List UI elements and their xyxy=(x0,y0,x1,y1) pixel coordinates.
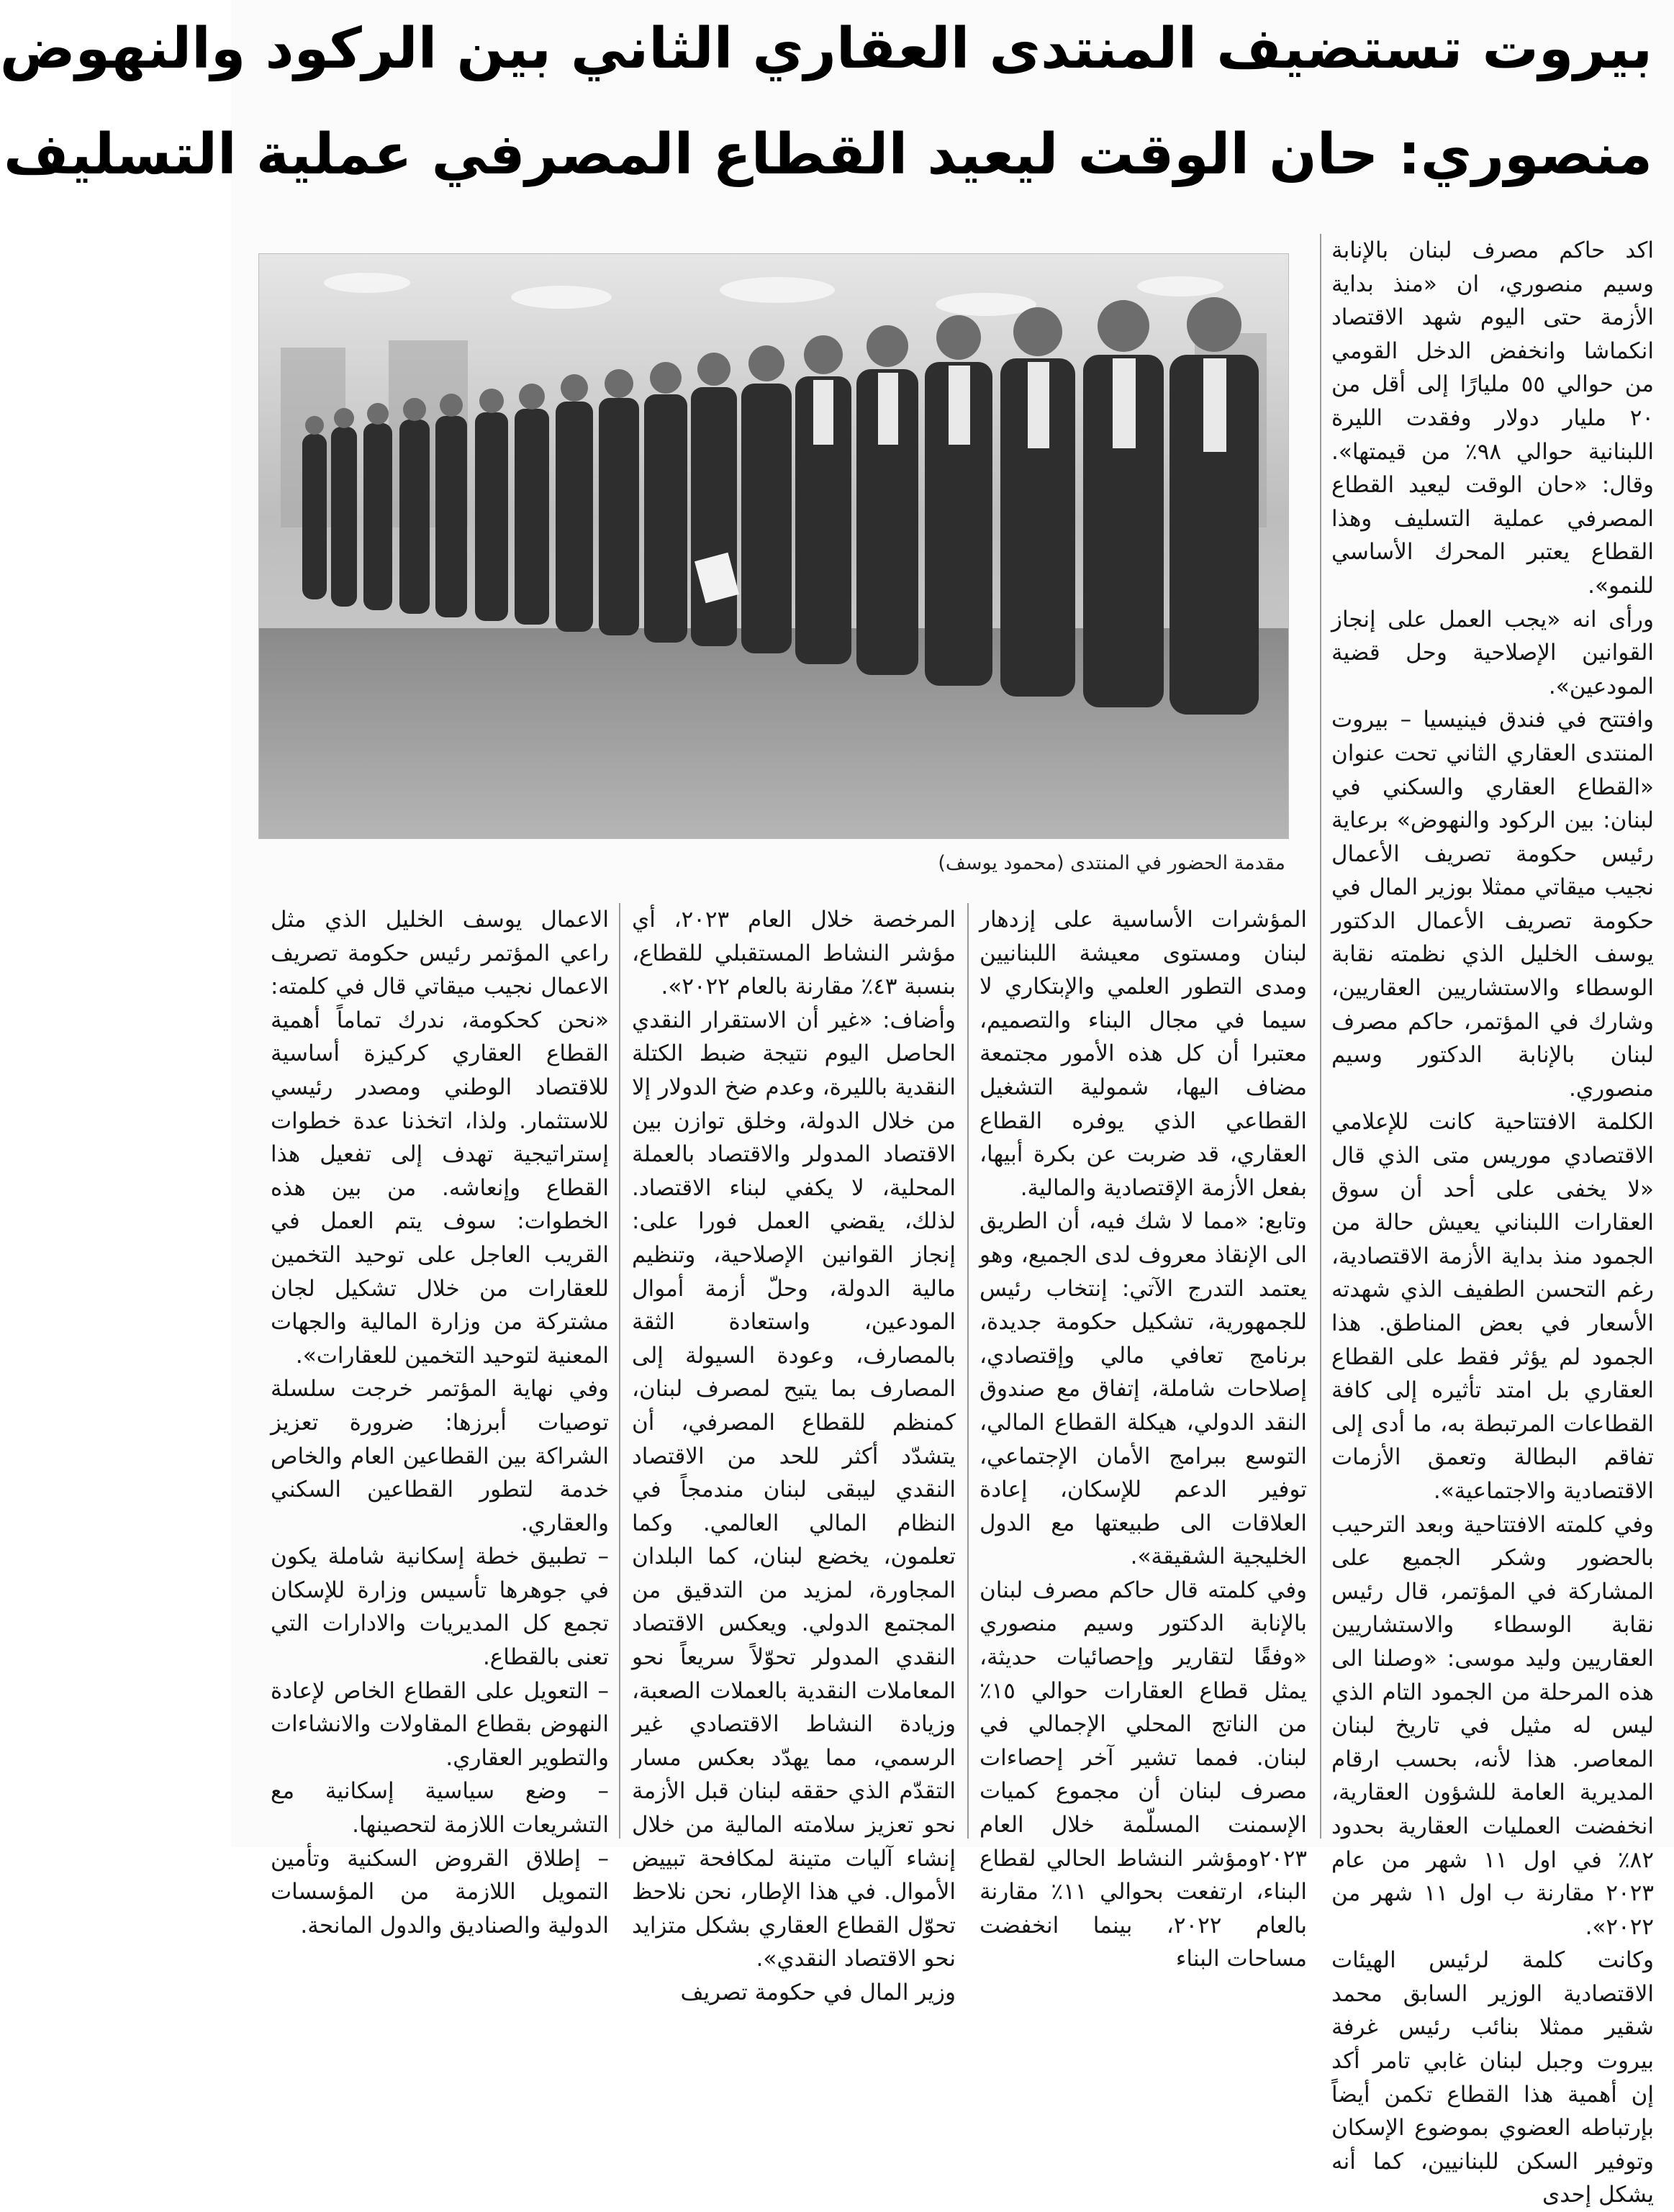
column-text: المرخصة خلال العام ٢٠٢٣، أي مؤشر النشاط المستقبلي للقطاع، بنسبة ٤٣٪ مقارنة بالعام ٢٠٢٢». وأضاف: «غير أن الاستقرار النقدي الحاصل اليوم نتيجة ضبط الكتلة النقدية بالليرة، وعدم ضخ الدولار إلا من خلال الدولة، وخلق توازن بين الاقتصاد المدولر والاقتصاد بالعملة المحلية، لا يكفي لبناء الاقتصاد. لذلك، يقضي العمل فورا على: إنجاز القوانين الإصلاحية، وتنظيم مالية الدولة، وحلّ أزمة أموال المودعين، واستعادة الثقة بالمصارف، وعودة السيولة إلى المصارف بما يتيح لمصرف لبنان، كمنظم للقطاع المصرفي، أن يتشدّد أكثر للحد من الاقتصاد النقدي ليبقى لبنان مندمجاً في النظام المالي العالمي. وكما تعلمون، يخضع لبنان، كما البلدان المجاورة، لمزيد من التدقيق من المجتمع الدولي. ويعكس الاقتصاد النقدي المدولر تحوّلاً سريعاً نحو المعاملات النقدية بالعملات الصعبة، وزيادة النشاط الاقتصادي غير الرسمي، مما يهدّد بعكس مسار التقدّم الذي حققه لبنان قبل الأزمة نحو تعزيز سلامته المالية من خلال إنشاء آليات متينة لمكافحة تبييض الأموال. في هذا الإطار، نحن نلاحظ تحوّل القطاع العقاري بشكل متزايد نحو الاقتصاد النقدي». وزير المال في حكومة تصريف xyxy=(632,907,956,2005)
column-divider xyxy=(967,903,969,1839)
article-column-1 xyxy=(1331,234,1655,2208)
event-photo xyxy=(258,253,1289,839)
article-column-4 xyxy=(271,903,609,1939)
column-text: اكد حاكم مصرف لبنان بالإنابة وسيم منصوري، ان «منذ بداية الأزمة حتى اليوم شهد الاقتصاد انكماشا وانخفض الدخل القومي من حوالي ٥٥ مليارًا إلى أقل من ٢٠ مليار دولار وفقدت الليرة اللبنانية حوالي ٩٨٪ من قيمتها». وقال: «حان الوقت ليعيد القطاع المصرفي عملية التسليف وهذا القطاع يعتبر المحرك الأساسي للنمو». ورأى انه «يجب العمل على إنجاز القوانين الإصلاحية وحل قضية المودعين». وافتتح في فندق فينيسيا – بيروت المنتدى العقاري الثاني تحت عنوان «القطاع العقاري والسكني في لبنان: بين الركود والنهوض» برعاية رئيس حكومة تصريف الأعمال نجيب ميقاتي ممثلا بوزير المال في حكومة تصريف الأعمال الدكتور يوسف الخليل الذي نظمته نقابة الوسطاء والاستشاريين العقاريين، وشارك في المؤتمر، حاكم مصرف لبنان بالإنابة الدكتور وسيم منصوري. الكلمة الافتتاحية كانت للإعلامي الاقتصادي موريس متى الذي قال «لا يخفى على أحد أن سوق العقارات اللبناني يعيش حالة من الجمود منذ بداية الأزمة الاقتصادية، رغم التحسن الطفيف الذي شهدته الأسعار في بعض المناطق. هذا الجمود لم يؤثر فقط على القطاع العقاري بل امتد تأثيره إلى كافة القطاعات المرتبطة به، ما أدى إلى تفاقم البطالة وتعمق الأزمات الاقتصادية والاجتماعية». وفي كلمته الافتتاحية وبعد الترحيب بالحضور وشكر الجميع على المشاركة في المؤتمر، قال رئيس نقابة الوسطاء والاستشاريين العقاريين وليد موسى: «وصلنا الى هذه المرحلة من الجمود التام الذي ليس له مثيل في تاريخ لبنان المعاصر. هذا لأنه، بحسب ارقام المديرية العامة للشؤون العقارية، انخفضت العمليات العقارية بحدود ٨٢٪ في اول ١١ شهر من عام ٢٠٢٣ مقارنة ب اول ١١ شهر من ٢٠٢٢». وكانت كلمة لرئيس الهيئات الاقتصادية الوزير السابق محمد شقير ممثلا بنائب رئيس غرفة بيروت وجبل لبنان غابي تامر أكد إن أهمية هذا القطاع تكمن أيضاً بإرتباطه العضوي بموضوع الإسكان وتوفير السكن للبنانيين، كما أنه يشكل إحدى xyxy=(1331,237,1655,2208)
article-column-2 xyxy=(979,903,1307,1972)
article-column-3 xyxy=(632,903,956,2005)
photo-caption: مقدمة الحضور في المنتدى (محمود يوسف) xyxy=(938,852,1285,874)
column-divider xyxy=(619,903,620,1839)
column-text: الاعمال يوسف الخليل الذي مثل راعي المؤتمر رئيس حكومة تصريف الاعمال نجيب ميقاتي قال في كلمته: «نحن كحكومة، ندرك تماماً أهمية القطاع العقاري كركيزة أساسية للاقتصاد الوطني ومصدر رئيسي للاستثمار. ولذا، اتخذنا عدة خطوات إستراتيجية تهدف إلى تفعيل هذا القطاع وإنعاشه. من بين هذه الخطوات: سوف يتم العمل في القريب العاجل على توحيد التخمين للعقارات من خلال تشكيل لجان مشتركة من وزارة المالية والجهات المعنية لتوحيد التخمين للعقارات». وفي نهاية المؤتمر خرجت سلسلة توصيات أبرزها: ضرورة تعزيز الشراكة بين القطاعين العام والخاص خدمة لتطور القطاعين السكني والعقاري. – تطبيق خطة إسكانية شاملة يكون في جوهرها تأسيس وزارة للإسكان تجمع كل المديريات والادارات التي تعنى بالقطاع. – التعويل على القطاع الخاص لإعادة النهوض بقطاع المقاولات والانشاءات والتطوير العقاري. – وضع سياسية إسكانية مع التشريعات اللازمة لتحصينها. – إطلاق القروض السكنية وتأمين التمويل اللازمة من المؤسسات الدولية والصناديق والدول المانحة. xyxy=(271,907,609,1939)
sub-headline: منصوري: حان الوقت ليعيد القطاع المصرفي عملية التسليف xyxy=(3,122,1652,187)
column-divider xyxy=(1320,234,1321,1839)
column-text: المؤشرات الأساسية على إزدهار لبنان ومستوى معيشة اللبنانيين ومدى التطور العلمي والإبتكاري لا سيما في مجال البناء والتصميم، معتبرا أن كل هذه الأمور مجتمعة مضاف اليها، شمولية التشغيل القطاعي الذي يوفره القطاع العقاري، قد ضربت عن بكرة أبيها، بفعل الأزمة الإقتصادية والمالية. وتابع: «مما لا شك فيه، أن الطريق الى الإنقاذ معروف لدى الجميع، وهو يعتمد التدرج الآتي: إنتخاب رئيس للجمهورية، تشكيل حكومة جديدة، برنامج تعافي مالي وإقتصادي، إصلاحات شاملة، إتفاق مع صندوق النقد الدولي، هيكلة القطاع المالي، التوسع ببرامج الأمان الإجتماعي، توفير الدعم للإسكان، إعادة العلاقات الى طبيعتها مع الدول الخليجية الشقيقة». وفي كلمته قال حاكم مصرف لبنان بالإنابة الدكتور وسيم منصوري «وفقًا لتقارير وإحصائيات حديثة، يمثل قطاع العقارات حوالي ١٥٪ من الناتج المحلي الإجمالي في لبنان. فمما تشير آخر إحصاءات مصرف لبنان أن مجموع كميات الإسمنت المسلّمة خلال العام ٢٠٢٣ومؤشر النشاط الحالي لقطاع البناء، ارتفعت بحوالي ١١٪ مقارنة بالعام ٢٠٢٢، بينما انخفضت مساحات البناء xyxy=(979,907,1307,1972)
main-headline: بيروت تستضيف المنتدى العقاري الثاني بين الركود والنهوض xyxy=(0,17,1652,81)
